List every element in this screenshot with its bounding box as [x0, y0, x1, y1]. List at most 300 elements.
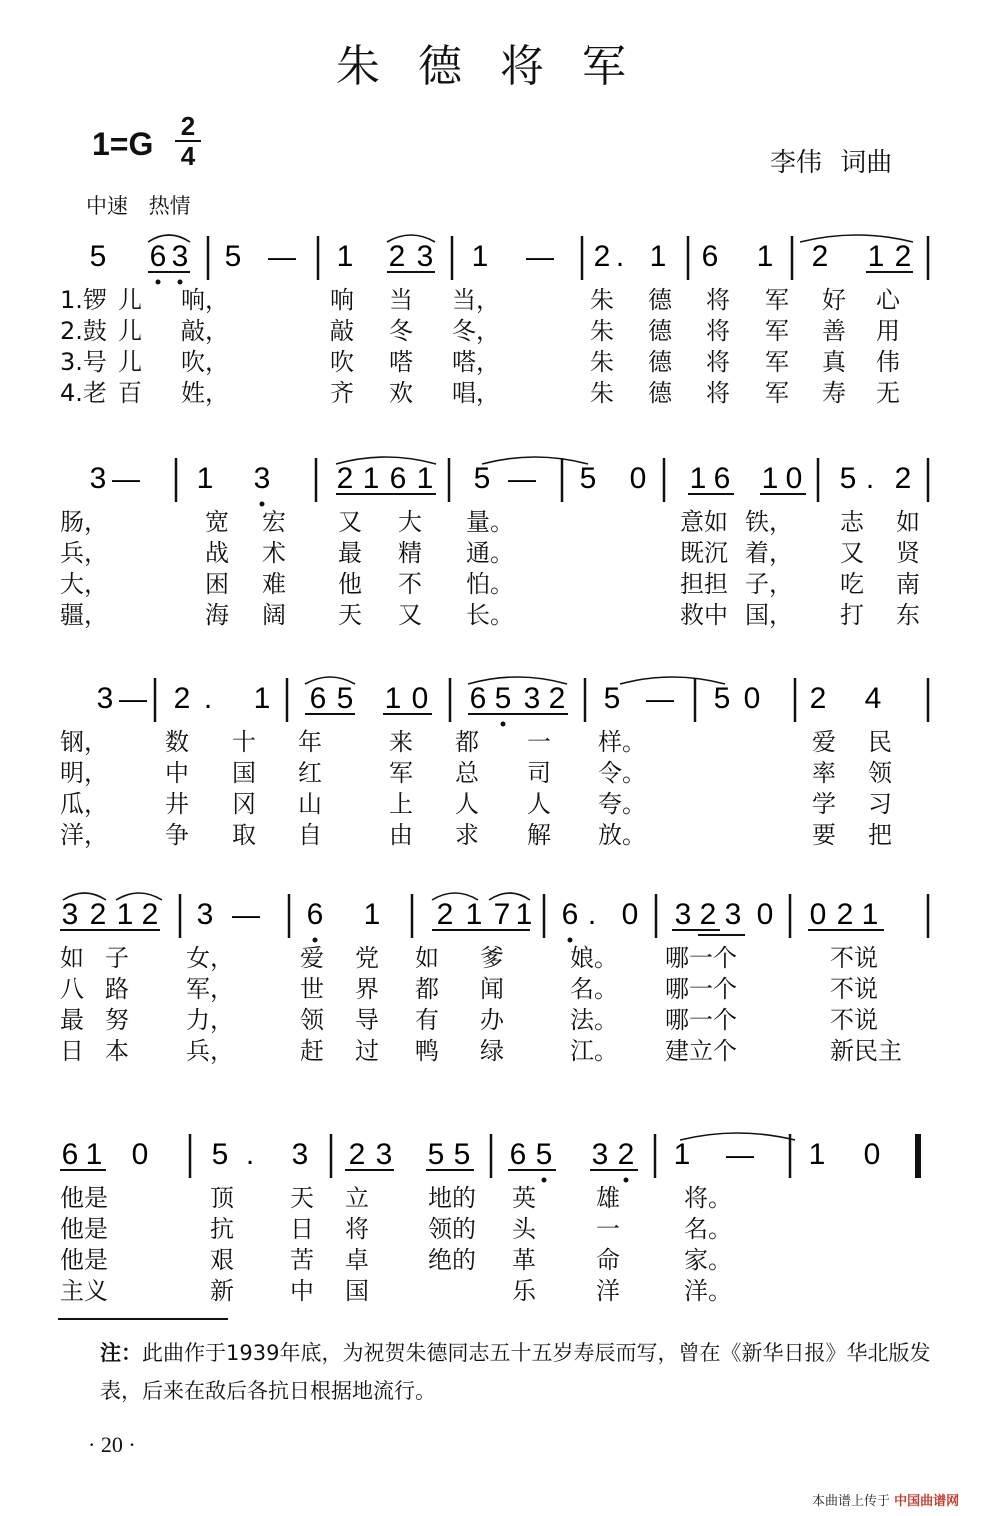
lyric-word: 由 — [389, 821, 413, 849]
note-1: 1 — [362, 462, 380, 495]
lyric-word: 朱 — [590, 317, 614, 345]
lyric-word: 建立个 — [665, 1037, 737, 1065]
lyric-line-verse-4 — [0, 595, 1000, 629]
lyric-word: 求 — [455, 821, 479, 849]
lyric-word: 他是 — [60, 1184, 108, 1212]
lyric-word: 法。 — [570, 1006, 618, 1034]
lyric-word: 儿 — [118, 348, 142, 376]
note-6: 6 — [309, 682, 327, 715]
lyric-word: 军， — [186, 975, 234, 1003]
lyric-word: 将 — [706, 379, 730, 407]
lyric-word: 军 — [765, 348, 789, 376]
lyric-word: 疆， — [60, 601, 108, 629]
note-dash: — — [232, 899, 260, 930]
lyric-word: 苦 — [290, 1246, 314, 1274]
lyric-word: 夸。 — [598, 790, 646, 818]
lyric-word: 着， — [745, 539, 793, 567]
note-5: 5 — [494, 682, 512, 715]
lyric-word: 用 — [876, 317, 900, 345]
note-0: 0 — [131, 1138, 149, 1171]
lyric-word: 大， — [60, 570, 108, 598]
lyric-word: 难 — [262, 570, 286, 598]
lyric-word: 艰 — [210, 1246, 234, 1274]
page-number: · 20 · — [88, 1432, 136, 1457]
composer-credit: 李伟 词曲 — [770, 148, 893, 178]
lyric-word: 国 — [232, 759, 256, 787]
lyric-word: 兵， — [60, 539, 108, 567]
lyric-word: 人 — [455, 790, 479, 818]
lyric-word: 自 — [298, 821, 322, 849]
lyric-word: 德 — [648, 379, 672, 407]
score-system — [0, 672, 1000, 852]
lyric-word: 意如 — [680, 508, 728, 536]
lyric-word: 解 — [527, 821, 551, 849]
lyric-word: 领的 — [428, 1215, 476, 1243]
lyric-word: 办 — [480, 1006, 504, 1034]
note-3: 3 — [61, 898, 79, 931]
note-dash: — — [112, 463, 140, 494]
note-2: 2 — [617, 1138, 635, 1171]
note-6: 6 — [469, 682, 487, 715]
note-3: 3 — [724, 898, 742, 931]
lyric-line-verse-2 — [0, 969, 1000, 1003]
lyric-word: 他是 — [60, 1246, 108, 1274]
lyric-word: 一 — [596, 1215, 620, 1243]
lyric-word: 不 — [398, 570, 422, 598]
lyric-word: 宽 — [205, 508, 229, 536]
lyric-word: 救中 — [680, 601, 728, 629]
note-2: 2 — [348, 1138, 366, 1171]
note-5: 5 — [603, 682, 621, 715]
note-1: 1 — [861, 898, 879, 931]
lyric-line-verse-1 — [0, 938, 1000, 972]
lyric-word: 当， — [452, 286, 500, 314]
lyric-word: 好 — [822, 286, 846, 314]
lyric-word: 将 — [706, 348, 730, 376]
lyric-word: 路 — [105, 975, 129, 1003]
note-dash: — — [268, 241, 296, 272]
note-dot: . — [587, 898, 597, 931]
lyric-word: 党 — [355, 944, 379, 972]
lyric-word: 肠， — [60, 508, 108, 536]
lyric-word: 领 — [868, 759, 892, 787]
lyric-word: 努 — [105, 1006, 129, 1034]
note-2: 2 — [593, 240, 611, 273]
lyric-word: 最 — [338, 539, 362, 567]
lyric-word: 海 — [205, 601, 229, 629]
lyric-word: 抗 — [210, 1215, 234, 1243]
lyric-line-verse-4 — [0, 815, 1000, 849]
lyric-word: 军 — [765, 286, 789, 314]
lyric-word: 响， — [181, 286, 229, 314]
footnote-label: 注： — [100, 1341, 142, 1365]
lyric-word: 心 — [876, 286, 900, 314]
lyric-word: 洋。 — [684, 1277, 732, 1305]
note-0: 0 — [785, 462, 803, 495]
lyric-word: 术 — [262, 539, 286, 567]
lyric-word: 英 — [512, 1184, 536, 1212]
lyric-line-verse-3 — [0, 342, 1000, 376]
lyric-word: 人 — [527, 790, 551, 818]
lyric-word: 又 — [338, 508, 362, 536]
lyric-word: 吹 — [330, 348, 354, 376]
lyric-word: 名。 — [570, 975, 618, 1003]
note-3: 3 — [416, 240, 434, 273]
note-3: 3 — [171, 240, 189, 273]
note-1: 1 — [867, 240, 885, 273]
lyric-word: 上 — [389, 790, 413, 818]
lyric-word: 命 — [596, 1246, 620, 1274]
lyric-word: 他是 — [60, 1215, 108, 1243]
lyric-word: 困 — [205, 570, 229, 598]
note-1: 1 — [808, 1138, 826, 1171]
lyric-word: 儿 — [118, 286, 142, 314]
note-1: 1 — [761, 462, 779, 495]
note-6: 6 — [306, 898, 324, 931]
note-1: 1 — [673, 1138, 691, 1171]
lyric-word: 力， — [186, 1006, 234, 1034]
lyric-word: 雄 — [596, 1184, 620, 1212]
note-2: 2 — [388, 240, 406, 273]
lyric-word: 数 — [165, 728, 189, 756]
time-signature — [175, 111, 201, 171]
note-dash: — — [726, 1139, 754, 1170]
lyric-word: 哪一个 — [665, 975, 737, 1003]
lyric-word: 军 — [765, 317, 789, 345]
lyric-word: 卓 — [345, 1246, 369, 1274]
lyric-word: 率 — [812, 759, 836, 787]
lyric-word: 闻 — [480, 975, 504, 1003]
lyric-word: 不说 — [830, 1006, 878, 1034]
lyric-word: 井 — [165, 790, 189, 818]
note-6: 6 — [61, 1138, 79, 1171]
note-2: 2 — [836, 898, 854, 931]
lyric-word: 敲， — [181, 317, 229, 345]
lyric-word: 怕。 — [466, 570, 514, 598]
lyric-word: 新 — [210, 1277, 234, 1305]
lyric-line-verse-2 — [0, 753, 1000, 787]
lyric-word: 最 — [60, 1006, 84, 1034]
lyric-word: 国， — [745, 601, 793, 629]
lyric-word: 朱 — [590, 348, 614, 376]
lyric-word: 嗒 — [389, 348, 413, 376]
note-2: 2 — [894, 240, 912, 273]
lyric-word: 放。 — [598, 821, 646, 849]
note-dot: . — [615, 240, 625, 273]
lyric-word: 娘。 — [570, 944, 618, 972]
lyric-line-verse-3 — [0, 564, 1000, 598]
lyric-word: 名。 — [684, 1215, 732, 1243]
note-3: 3 — [674, 898, 692, 931]
lyric-word: 3.号 — [60, 348, 107, 376]
lyric-word: 日 — [290, 1215, 314, 1243]
lyric-word: 如 — [896, 508, 920, 536]
lyric-word: 顶 — [210, 1184, 234, 1212]
note-1: 1 — [253, 682, 271, 715]
lyric-word: 哪一个 — [665, 1006, 737, 1034]
lyric-word: 令。 — [598, 759, 646, 787]
lyric-word: 爹 — [480, 944, 504, 972]
note-2: 2 — [811, 240, 829, 273]
lyric-word: 朱 — [590, 286, 614, 314]
note-6: 6 — [713, 462, 731, 495]
note-0: 0 — [629, 462, 647, 495]
note-6: 6 — [149, 240, 167, 273]
note-2: 2 — [548, 682, 566, 715]
lyric-word: 不说 — [830, 944, 878, 972]
lyric-word: 善 — [822, 317, 846, 345]
lyric-word: 敲 — [330, 317, 354, 345]
lyric-word: 真 — [822, 348, 846, 376]
note-3: 3 — [253, 462, 271, 495]
lyric-word: 大 — [398, 508, 422, 536]
note-2: 2 — [89, 898, 107, 931]
note-5: 5 — [839, 462, 857, 495]
lyric-word: 明， — [60, 759, 108, 787]
lyric-line-verse-4 — [0, 1271, 1000, 1305]
lyric-word: 赶 — [300, 1037, 324, 1065]
lyric-word: 将 — [345, 1215, 369, 1243]
lyric-word: 都 — [415, 975, 439, 1003]
note-5: 5 — [224, 240, 242, 273]
note-1: 1 — [471, 240, 489, 273]
note-1: 1 — [465, 898, 483, 931]
note-1: 1 — [689, 462, 707, 495]
lyric-word: 南 — [896, 570, 920, 598]
lyric-word: 担担 — [680, 570, 728, 598]
lyric-word: 有 — [415, 1006, 439, 1034]
lyric-word: 民 — [868, 728, 892, 756]
lyric-line-verse-1 — [0, 1178, 1000, 1212]
lyric-line-verse-3 — [0, 1000, 1000, 1034]
footer-text: 本曲谱上传于 — [812, 1494, 891, 1509]
lyric-word: 志 — [840, 508, 864, 536]
lyric-word: 立 — [345, 1184, 369, 1212]
note-dash: — — [646, 683, 674, 714]
lyric-word: 取 — [232, 821, 256, 849]
lyric-line-verse-3 — [0, 1240, 1000, 1274]
note-5: 5 — [453, 1138, 471, 1171]
lyric-word: 既沉 — [680, 539, 728, 567]
note-0: 0 — [756, 898, 774, 931]
lyric-word: 来 — [389, 728, 413, 756]
lyric-word: 十 — [232, 728, 256, 756]
lyric-word: 量。 — [466, 508, 514, 536]
lyric-word: 家。 — [684, 1246, 732, 1274]
lyric-word: 导 — [355, 1006, 379, 1034]
lyric-word: 革 — [512, 1246, 536, 1274]
lyric-word: 宏 — [262, 508, 286, 536]
lyric-word: 2.鼓 — [60, 317, 107, 345]
lyric-word: 寿 — [822, 379, 846, 407]
note-dot: . — [203, 682, 213, 715]
note-5: 5 — [473, 462, 491, 495]
lyric-word: 又 — [398, 601, 422, 629]
lyric-word: 冬， — [452, 317, 500, 345]
note-dot: . — [865, 462, 875, 495]
song-title: 朱德将军 — [336, 41, 664, 92]
lyric-word: 学 — [812, 790, 836, 818]
footnote-rule — [58, 1318, 228, 1320]
lyric-word: 不说 — [830, 975, 878, 1003]
lyric-word: 要 — [812, 821, 836, 849]
lyric-word: 司 — [527, 759, 551, 787]
note-3: 3 — [291, 1138, 309, 1171]
lyric-line-verse-1 — [0, 502, 1000, 536]
lyric-line-verse-2 — [0, 533, 1000, 567]
lyric-word: 绿 — [480, 1037, 504, 1065]
lyric-word: 伟 — [876, 348, 900, 376]
note-3: 3 — [96, 682, 114, 715]
lyric-word: 贤 — [896, 539, 920, 567]
lyric-word: 冬 — [389, 317, 413, 345]
lyric-word: 本 — [105, 1037, 129, 1065]
note-1: 1 — [336, 240, 354, 273]
note-3: 3 — [196, 898, 214, 931]
lyric-word: 世 — [300, 975, 324, 1003]
lyric-word: 铁， — [745, 508, 793, 536]
note-3: 3 — [375, 1138, 393, 1171]
lyric-word: 冈 — [232, 790, 256, 818]
lyric-word: 争 — [165, 821, 189, 849]
lyric-word: 哪一个 — [665, 944, 737, 972]
lyric-line-verse-2 — [0, 311, 1000, 345]
lyric-word: 他 — [338, 570, 362, 598]
key-signature: 1=G — [92, 126, 154, 162]
note-0: 0 — [743, 682, 761, 715]
lyric-word: 当 — [389, 286, 413, 314]
note-dash: — — [508, 463, 536, 494]
lyric-word: 兵， — [186, 1037, 234, 1065]
note-dash: — — [119, 683, 147, 714]
lyric-word: 子， — [745, 570, 793, 598]
note-0: 0 — [863, 1138, 881, 1171]
lyric-word: 打 — [840, 601, 864, 629]
lyric-word: 江。 — [570, 1037, 618, 1065]
lyric-word: 爱 — [300, 944, 324, 972]
lyric-word: 绝的 — [428, 1246, 476, 1274]
lyric-word: 如 — [415, 944, 439, 972]
note-1: 1 — [116, 898, 134, 931]
lyric-line-verse-4 — [0, 1031, 1000, 1065]
lyric-word: 1.锣 — [60, 286, 107, 314]
lyric-word: 如 — [60, 944, 84, 972]
note-dot: . — [245, 1138, 255, 1171]
lyric-word: 鸭 — [415, 1037, 439, 1065]
lyric-word: 国 — [345, 1277, 369, 1305]
note-0: 0 — [809, 898, 827, 931]
footer-credit — [812, 1490, 959, 1509]
note-5: 5 — [535, 1138, 553, 1171]
lyric-word: 百 — [118, 379, 142, 407]
lyric-word: 头 — [512, 1215, 536, 1243]
lyric-line-verse-1 — [0, 280, 1000, 314]
lyric-line-verse-3 — [0, 784, 1000, 818]
lyric-word: 长。 — [466, 601, 514, 629]
note-5: 5 — [89, 240, 107, 273]
lyric-word: 中 — [165, 759, 189, 787]
lyric-line-verse-2 — [0, 1209, 1000, 1243]
note-1: 1 — [515, 898, 533, 931]
note-2: 2 — [809, 682, 827, 715]
lyric-word: 八 — [60, 975, 84, 1003]
lyric-word: 习 — [868, 790, 892, 818]
score-system — [0, 230, 1000, 410]
lyric-word: 将。 — [684, 1184, 732, 1212]
lyric-word: 吃 — [840, 570, 864, 598]
lyric-word: 洋， — [60, 821, 108, 849]
note-4: 4 — [864, 682, 882, 715]
time-signature-top: 2 — [180, 111, 196, 141]
lyric-word: 主义 — [60, 1277, 108, 1305]
lyric-word: 军 — [765, 379, 789, 407]
score-system — [0, 452, 1000, 632]
note-0: 0 — [411, 682, 429, 715]
lyric-word: 领 — [300, 1006, 324, 1034]
tempo-marking: 中速 热情 — [86, 194, 191, 218]
footnote-text: 此曲作于1939年底，为祝贺朱德同志五十五岁寿辰而写，曾在《新华日报》华北版发表，后来在敌后各抗日根据地流行。 — [100, 1341, 931, 1403]
note-5: 5 — [579, 462, 597, 495]
note-7: 7 — [493, 898, 511, 931]
lyric-line-verse-4 — [0, 373, 1000, 407]
lyric-word: 将 — [706, 286, 730, 314]
lyric-word: 天 — [338, 601, 362, 629]
lyric-word: 女， — [186, 944, 234, 972]
lyric-word: 姓， — [181, 379, 229, 407]
lyric-word: 洋 — [596, 1277, 620, 1305]
lyric-word: 响 — [330, 286, 354, 314]
lyric-word: 德 — [648, 317, 672, 345]
lyric-word: 无 — [876, 379, 900, 407]
note-0: 0 — [621, 898, 639, 931]
lyric-word: 乐 — [512, 1277, 536, 1305]
lyric-word: 一 — [527, 728, 551, 756]
lyric-word: 精 — [398, 539, 422, 567]
score-system — [0, 1128, 1000, 1308]
lyric-word: 天 — [290, 1184, 314, 1212]
score-system — [0, 888, 1000, 1068]
note-1: 1 — [384, 682, 402, 715]
note-1: 1 — [649, 240, 667, 273]
note-2: 2 — [173, 682, 191, 715]
lyric-word: 瓜， — [60, 790, 108, 818]
note-3: 3 — [89, 462, 107, 495]
lyric-word: 将 — [706, 317, 730, 345]
lyric-word: 过 — [355, 1037, 379, 1065]
lyric-word: 爱 — [812, 728, 836, 756]
lyric-word: 日 — [60, 1037, 84, 1065]
note-5: 5 — [211, 1138, 229, 1171]
lyric-word: 都 — [455, 728, 479, 756]
note-1: 1 — [196, 462, 214, 495]
lyric-word: 又 — [840, 539, 864, 567]
note-3: 3 — [523, 682, 541, 715]
lyric-word: 4.老 — [60, 379, 107, 407]
note-5: 5 — [427, 1138, 445, 1171]
footnote — [100, 1334, 960, 1410]
note-2: 2 — [894, 462, 912, 495]
lyric-word: 军 — [389, 759, 413, 787]
lyric-word: 战 — [205, 539, 229, 567]
note-3: 3 — [591, 1138, 609, 1171]
note-1: 1 — [85, 1138, 103, 1171]
lyric-word: 唱， — [452, 379, 500, 407]
note-6: 6 — [701, 240, 719, 273]
lyric-word: 样。 — [598, 728, 646, 756]
lyric-word: 总 — [455, 759, 479, 787]
lyric-word: 界 — [355, 975, 379, 1003]
lyric-word: 新民主 — [830, 1037, 902, 1065]
